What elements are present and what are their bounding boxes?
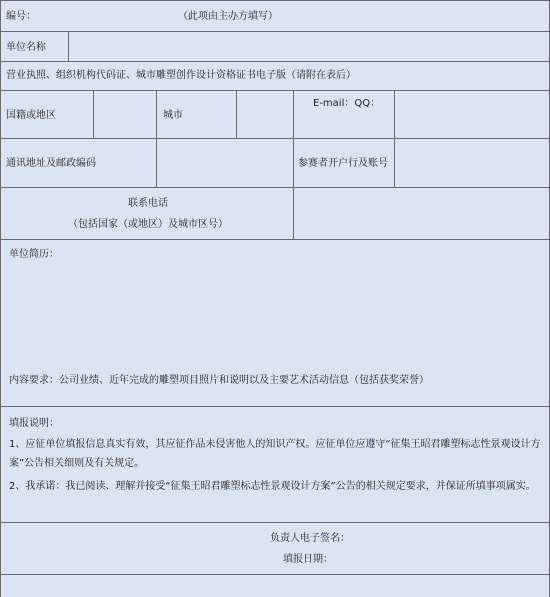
instructions-item-1: 1、应征单位填报信息真实有效，其应征作品未侵害他人的知识产权。应征单位应遵守“征集王昭君雕塑标志性景观设计方案”公告相关细则及有关规定。 [9,439,541,469]
license-row [0,61,550,90]
license-text: 营业执照、组织机构代码证、城市雕塑创作设计资格证书电子版（请附在表后） [6,70,356,81]
location-row [0,90,550,138]
number-row [0,0,550,31]
phone-label: 联系电话 [128,198,168,209]
address-label: 通讯地址及邮政编码 [6,158,96,169]
unit-name-row [0,31,550,61]
date-label: 填报日期： [283,554,333,565]
email-qq-field[interactable] [394,91,550,138]
bank-label-cell [293,139,394,187]
city-label: 城市 [163,110,183,121]
unit-name-label: 单位名称 [6,42,46,53]
signer-label: 负责人电子签名： [270,533,350,544]
unit-name-field[interactable] [68,32,550,61]
address-row [0,138,550,187]
phone-field[interactable] [293,188,550,239]
bank-label: 参赛者开户行及账号 [298,158,388,169]
signature-row [0,522,550,575]
country-label: 国籍或地区 [6,110,56,121]
city-label-cell [156,91,236,138]
address-field[interactable] [156,139,293,187]
bank-field[interactable] [394,139,550,187]
number-note: （此项由主办方填写） [178,11,278,22]
instructions-item-2: 2、我承诺：我已阅读、理解并接受“征集王昭君雕塑标志性景观设计方案”公告的相关规定要求，并保证所填事项属实。 [9,481,536,492]
phone-row [0,187,550,239]
number-label: 编号： [6,11,36,22]
resume-row [0,239,550,406]
city-field[interactable] [236,91,293,138]
resume-requirement: 内容要求：公司业绩、近年完成的雕塑项目照片和说明以及主要艺术活动信息（包括获奖荣誉） [9,375,429,386]
country-field[interactable] [93,91,156,138]
phone-note: （包括国家（或地区）及城市区号） [68,219,228,230]
instructions-row [0,406,550,522]
instructions-title: 填报说明： [9,418,59,429]
email-qq-label: E-mail：QQ： [313,98,381,109]
email-qq-label-cell [293,91,394,138]
resume-label: 单位简历： [9,249,59,260]
